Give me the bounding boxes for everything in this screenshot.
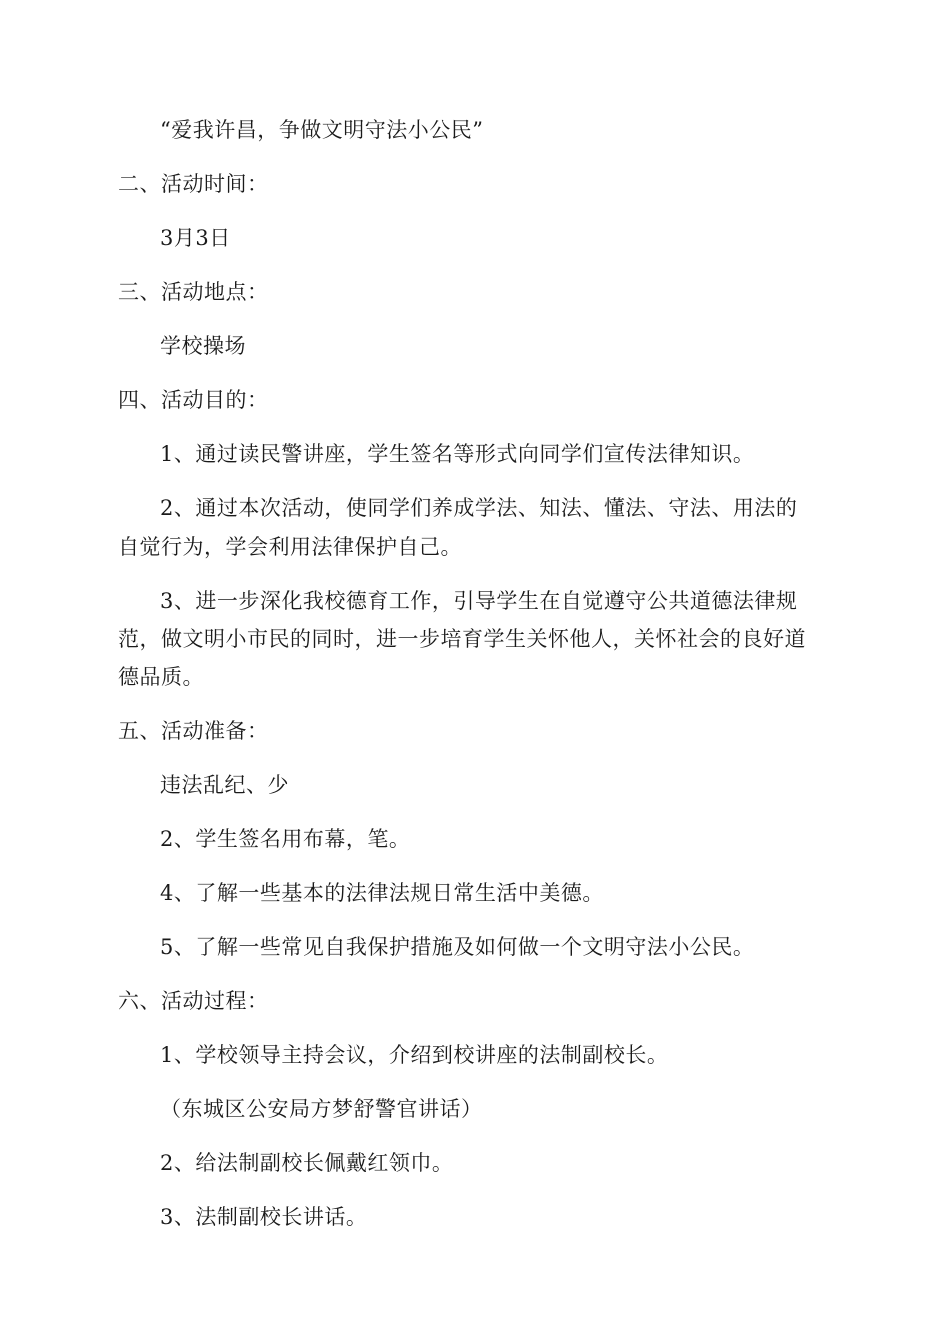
purpose-item-3-line-3: 德品质。 (118, 665, 204, 689)
process-item-3: 3、法制副校长讲话。 (160, 1205, 368, 1229)
preparation-item-4: 4、了解一些基本的法律法规日常生活中美德。 (160, 881, 604, 905)
process-item-2: 2、给法制副校长佩戴红领巾。 (160, 1151, 454, 1175)
purpose-item-2-line-2: 自觉行为，学会利用法律保护自己。 (118, 535, 462, 559)
activity-date: 3月3日 (160, 226, 231, 250)
process-item-1: 1、学校领导主持会议，介绍到校讲座的法制副校长。 (160, 1043, 669, 1067)
section-heading-location: 三、活动地点： (118, 280, 269, 304)
activity-location: 学校操场 (160, 334, 246, 358)
purpose-item-2-line-1: 2、通过本次活动，使同学们养成学法、知法、懂法、守法、用法的 (160, 496, 798, 520)
section-heading-time: 二、活动时间： (118, 172, 269, 196)
purpose-item-3-line-2: 范，做文明小市民的同时，进一步培育学生关怀他人，关怀社会的良好道 (118, 627, 806, 651)
process-note: （东城区公安局方梦舒警官讲话） (160, 1097, 483, 1121)
activity-theme: “爱我许昌，争做文明守法小公民” (160, 118, 484, 142)
preparation-item-2: 2、学生签名用布幕，笔。 (160, 827, 411, 851)
preparation-item-5: 5、了解一些常见自我保护措施及如何做一个文明守法小公民。 (160, 935, 755, 959)
section-heading-preparation: 五、活动准备： (118, 719, 269, 743)
preparation-item-a: 违法乱纪、少 (160, 773, 289, 797)
section-heading-process: 六、活动过程： (118, 989, 269, 1013)
purpose-item-3-line-1: 3、进一步深化我校德育工作，引导学生在自觉遵守公共道德法律规 (160, 589, 798, 613)
purpose-item-1: 1、通过读民警讲座，学生签名等形式向同学们宣传法律知识。 (160, 442, 755, 466)
section-heading-purpose: 四、活动目的： (118, 388, 269, 412)
